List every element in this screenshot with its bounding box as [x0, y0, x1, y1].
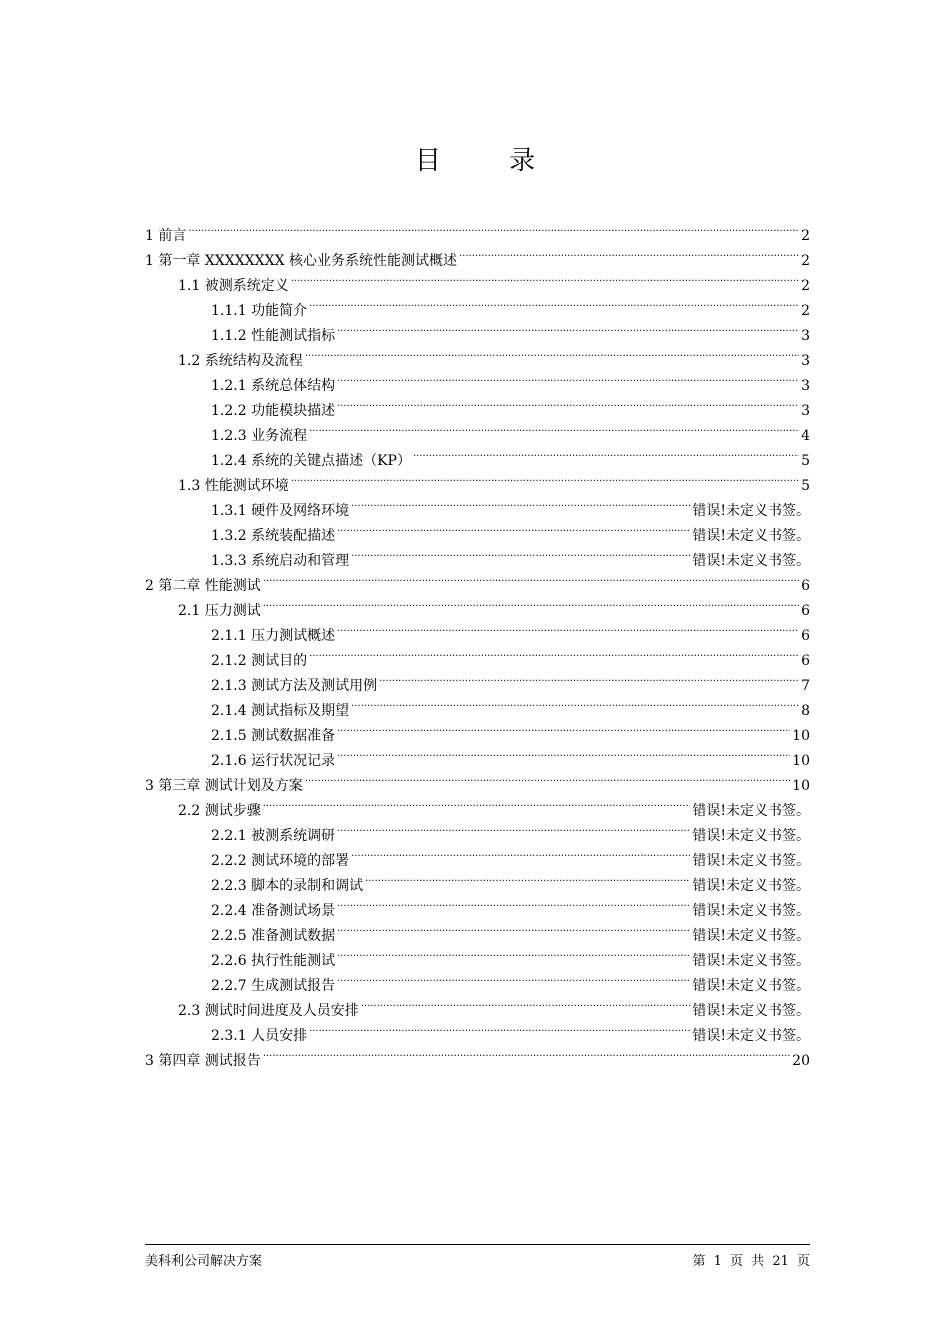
toc-entry-title: 2.2.6 执行性能测试: [211, 953, 336, 969]
toc-dot-leader: [379, 665, 799, 690]
toc-entry-page: 7: [801, 678, 810, 694]
toc-entry-title: 2.1 压力测试: [178, 603, 261, 619]
footer-company: 美科利公司解决方案: [145, 1254, 263, 1269]
page-title: 目 录: [414, 146, 566, 176]
toc-dot-leader: [291, 465, 799, 490]
toc-entry-page: 错误!未定义书签。: [692, 978, 810, 994]
toc-entry-page: 错误!未定义书签。: [692, 503, 810, 519]
toc-dot-leader: [337, 965, 690, 990]
toc-entry-title: 1.2.1 系统总体结构: [211, 378, 336, 394]
toc-entry-title: 2.3.1 人员安排: [211, 1028, 308, 1044]
toc-entry-page: 2: [801, 303, 810, 319]
toc-entry-page: 错误!未定义书签。: [692, 953, 810, 969]
toc-entry-title: 1 第一章 XXXXXXXX 核心业务系统性能测试概述: [145, 253, 457, 269]
toc-entry-title: 2.1.5 测试数据准备: [211, 728, 336, 744]
toc-entry-page: 3: [801, 328, 810, 344]
toc-dot-leader: [309, 1015, 690, 1040]
toc-dot-leader: [309, 640, 799, 665]
toc-entry-page: 6: [801, 653, 810, 669]
toc-dot-leader: [263, 1040, 790, 1065]
toc-entry-page: 错误!未定义书签。: [692, 553, 810, 569]
toc-entry-page: 2: [801, 253, 810, 269]
toc-dot-leader: [351, 690, 799, 715]
toc-entry-page: 6: [801, 578, 810, 594]
toc-entry-title: 1.3.2 系统装配描述: [211, 528, 336, 544]
toc-entry-title: 2.3 测试时间进度及人员安排: [178, 1003, 359, 1019]
toc-entry[interactable]: [145, 215, 810, 244]
toc-dot-leader: [309, 415, 799, 440]
toc-entry-title: 1 前言: [145, 228, 187, 244]
toc-entry-page: 错误!未定义书签。: [692, 1003, 810, 1019]
toc-dot-leader: [337, 890, 690, 915]
toc-dot-leader: [337, 815, 690, 840]
toc-entry-title: 2.2.1 被测系统调研: [211, 828, 336, 844]
toc-entry-title: 2.1.4 测试指标及期望: [211, 703, 350, 719]
toc-entry-page: 2: [801, 228, 810, 244]
toc-dot-leader: [188, 215, 799, 240]
toc-dot-leader: [263, 590, 799, 615]
toc-entry-title: 2.1.6 运行状况记录: [211, 753, 336, 769]
toc-dot-leader: [337, 715, 790, 740]
toc-entry-title: 2.2.2 测试环境的部署: [211, 853, 350, 869]
toc-entry-title: 1.2.4 系统的关键点描述（KP）: [211, 453, 411, 469]
toc-dot-leader: [351, 840, 690, 865]
page-footer: [145, 1244, 810, 1269]
toc-entry-title: 1.2.3 业务流程: [211, 428, 308, 444]
toc-entry-title: 3 第四章 测试报告: [145, 1053, 261, 1069]
toc-entry-title: 1.3.1 硬件及网络环境: [211, 503, 350, 519]
toc-entry-page: 3: [801, 353, 810, 369]
toc-entry-page: 错误!未定义书签。: [692, 803, 810, 819]
toc-entry-title: 2.2 测试步骤: [178, 803, 261, 819]
toc-dot-leader: [337, 915, 690, 940]
toc-dot-leader: [337, 515, 690, 540]
toc-dot-leader: [305, 340, 799, 365]
toc-entry-title: 2.2.4 准备测试场景: [211, 903, 336, 919]
toc-entry-page: 6: [801, 603, 810, 619]
toc-dot-leader: [337, 365, 799, 390]
toc-entry-page: 8: [801, 703, 810, 719]
toc-entry-title: 2.1.2 测试目的: [211, 653, 308, 669]
toc-entry-page: 10: [792, 778, 810, 794]
toc-entry-title: 1.2 系统结构及流程: [178, 353, 303, 369]
toc-entry-title: 2.2.7 生成测试报告: [211, 978, 336, 994]
toc-entry-page: 4: [801, 428, 810, 444]
toc-dot-leader: [263, 790, 691, 815]
toc-entry-title: 1.1.2 性能测试指标: [211, 328, 336, 344]
toc-entry-title: 2 第二章 性能测试: [145, 578, 261, 594]
toc-dot-leader: [337, 940, 690, 965]
toc-entry-page: 2: [801, 278, 810, 294]
toc-entry-page: 10: [792, 753, 810, 769]
toc-entry-title: 2.2.5 准备测试数据: [211, 928, 336, 944]
toc-dot-leader: [459, 240, 799, 265]
toc-entry-page: 10: [792, 728, 810, 744]
toc-entry-page: 错误!未定义书签。: [692, 878, 810, 894]
toc-entry-page: 错误!未定义书签。: [692, 853, 810, 869]
toc-entry[interactable]: [145, 240, 810, 269]
toc-entry-page: 错误!未定义书签。: [692, 1028, 810, 1044]
toc-dot-leader: [263, 565, 799, 590]
toc-entry-title: 2.1.3 测试方法及测试用例: [211, 678, 378, 694]
toc-entry-page: 错误!未定义书签。: [692, 928, 810, 944]
toc-dot-leader: [305, 765, 790, 790]
toc-entry-page: 错误!未定义书签。: [692, 828, 810, 844]
toc-dot-leader: [351, 490, 690, 515]
toc-dot-leader: [365, 865, 690, 890]
table-of-contents: [145, 215, 810, 1069]
toc-entry-title: 1.1.1 功能简介: [211, 303, 308, 319]
toc-dot-leader: [351, 540, 690, 565]
toc-entry-title: 2.2.3 脚本的录制和调试: [211, 878, 364, 894]
toc-entry-title: 1.3.3 系统启动和管理: [211, 553, 350, 569]
toc-dot-leader: [337, 740, 790, 765]
toc-entry-page: 20: [792, 1053, 810, 1069]
toc-dot-leader: [291, 265, 799, 290]
toc-entry-page: 错误!未定义书签。: [692, 528, 810, 544]
toc-entry-page: 5: [801, 453, 810, 469]
toc-entry-title: 1.3 性能测试环境: [178, 478, 289, 494]
toc-entry-page: 3: [801, 403, 810, 419]
toc-entry-title: 1.2.2 功能模块描述: [211, 403, 336, 419]
toc-entry-title: 1.1 被测系统定义: [178, 278, 289, 294]
toc-dot-leader: [361, 990, 691, 1015]
toc-entry-page: 6: [801, 628, 810, 644]
toc-dot-leader: [337, 615, 799, 640]
toc-dot-leader: [337, 315, 799, 340]
toc-dot-leader: [337, 390, 799, 415]
toc-entry-page: 错误!未定义书签。: [692, 903, 810, 919]
toc-entry-page: 3: [801, 378, 810, 394]
toc-dot-leader: [309, 290, 799, 315]
toc-entry-page: 5: [801, 478, 810, 494]
toc-dot-leader: [413, 440, 799, 465]
footer-page-info: 第 1 页 共 21 页: [692, 1254, 810, 1269]
toc-entry-title: 3 第三章 测试计划及方案: [145, 778, 303, 794]
toc-entry-title: 2.1.1 压力测试概述: [211, 628, 336, 644]
